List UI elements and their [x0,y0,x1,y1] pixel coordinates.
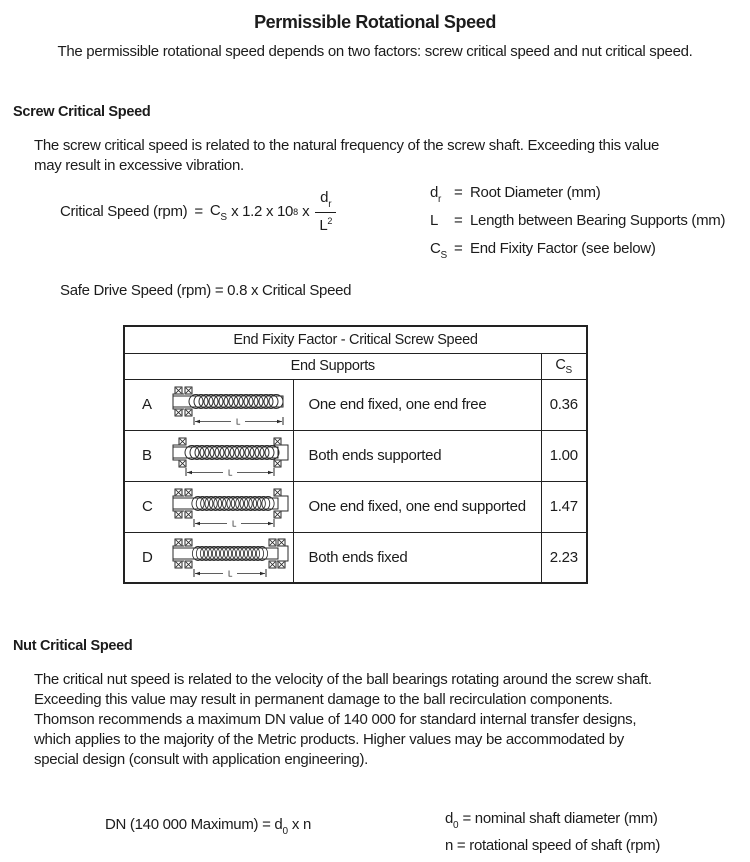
definition-text: = rotational speed of shaft (rpm) [456,837,661,854]
equals-sign: = [454,212,463,229]
nut-body-line: which applies to the majority of the Metric products. Higher values may be accommodated by [34,731,624,748]
nut-body-line: Exceeding this value may result in permanent damage to the ball recirculation components. [34,691,613,708]
equals-sign: = [454,240,463,257]
nut-body-line: The critical nut speed is related to the velocity of the ball bearings rotating around the screw shaft. [34,671,652,688]
formula-coefficient: x 1.2 x 10 [231,203,294,220]
critical-speed-formula-block [60,180,430,233]
dimension-label: L [228,468,233,477]
screw-body-line: The screw critical speed is related to the natural frequency of the screw shaft. Exceeding this value [34,137,660,154]
equals-sign: = [454,184,463,201]
fraction-numerator: $d_r$ [320,189,332,210]
dn-definitions-list [445,808,660,862]
table-row [124,379,587,430]
definition-symbol: $C_S$ [430,240,448,261]
table-header-row [124,353,587,379]
cs-symbol: $C_S$ [209,201,228,223]
end-support-description: Both ends supported [293,430,541,481]
page-title: Permissible Rotational Speed [254,12,496,32]
table-row [124,532,587,583]
definition-symbol: L [430,212,439,229]
fraction-denominator: $L^2$ [315,212,336,233]
definition-row [430,238,725,266]
row-letter: C [142,498,153,515]
times-sign: x [302,203,310,220]
cs-header: $C_S$ [541,353,587,379]
table-row [124,481,587,532]
row-letter: B [142,447,152,464]
definition-text: = nominal shaft diameter (mm) [462,810,658,827]
end-fixity-table [123,325,588,584]
diagram-cell [124,481,293,532]
table-row [124,430,587,481]
definition-text: End Fixity Factor (see below) [470,240,656,257]
screw-definitions-list [430,182,725,266]
nut-body-line: special design (consult with application engineering). [34,751,369,768]
fixity-diagram-both-ends-fixed [170,535,292,579]
definition-symbol: n [445,837,454,854]
diagram-cell [124,532,293,583]
end-supports-header: End Supports [124,353,541,379]
nut-critical-speed-heading: Nut Critical Speed [13,638,133,654]
intro-text: The permissible rotational speed depends on two factors: screw critical speed and nut critical speed. [57,43,693,60]
definition-text: Length between Bearing Supports (mm) [470,212,726,229]
end-support-description: Both ends fixed [293,532,541,583]
diagram-cell [124,379,293,430]
formula-lhs: Critical Speed (rpm) [60,203,188,220]
diagram-cell [124,430,293,481]
screw-body-line: may result in excessive vibration. [34,157,244,174]
table-title: End Fixity Factor - Critical Screw Speed [124,326,587,353]
cs-value: 1.47 [541,481,587,532]
dimension-label: L [228,569,233,579]
safe-drive-speed-formula: Safe Drive Speed (rpm) = 0.8 x Critical Speed [60,282,352,299]
cs-value: 1.00 [541,430,587,481]
definition-text: Root Diameter (mm) [470,184,601,201]
end-support-description: One end fixed, one end free [293,379,541,430]
dn-formula: DN (140 000 Maximum) = $d_0$ x n [105,816,312,837]
row-letter: A [142,396,152,413]
formula-exponent: 8 [293,206,299,217]
critical-speed-formula [60,190,430,233]
row-letter: D [142,548,153,566]
screw-formula-row [0,180,750,266]
fixity-diagram-one-end-fixed-one-end-free [170,383,292,427]
nut-body-paragraph [34,670,750,770]
definition-row [445,835,660,862]
definition-row [445,808,660,835]
cs-value: 2.23 [541,532,587,583]
definition-symbol: $d_r$ [430,184,442,205]
definition-row [430,182,725,210]
definition-symbol: $d_0$ [445,810,459,831]
formula-fraction [315,190,336,233]
table-title-row [124,326,587,353]
nut-body-line: Thomson recommends a maximum DN value of 140 000 for standard internal transfer designs, [34,711,637,728]
cs-value: 0.36 [541,379,587,430]
equals-sign: = [194,203,203,220]
fixity-diagram-both-ends-supported [170,434,292,478]
definition-row [430,210,725,238]
dimension-label: L [236,417,241,426]
end-support-description: One end fixed, one end supported [293,481,541,532]
dimension-label: L [232,519,237,528]
screw-body-paragraph [34,136,750,176]
fixity-diagram-one-end-fixed-one-end-supported [170,485,292,529]
dn-formula-row [0,808,750,862]
screw-critical-speed-heading: Screw Critical Speed [13,104,151,120]
